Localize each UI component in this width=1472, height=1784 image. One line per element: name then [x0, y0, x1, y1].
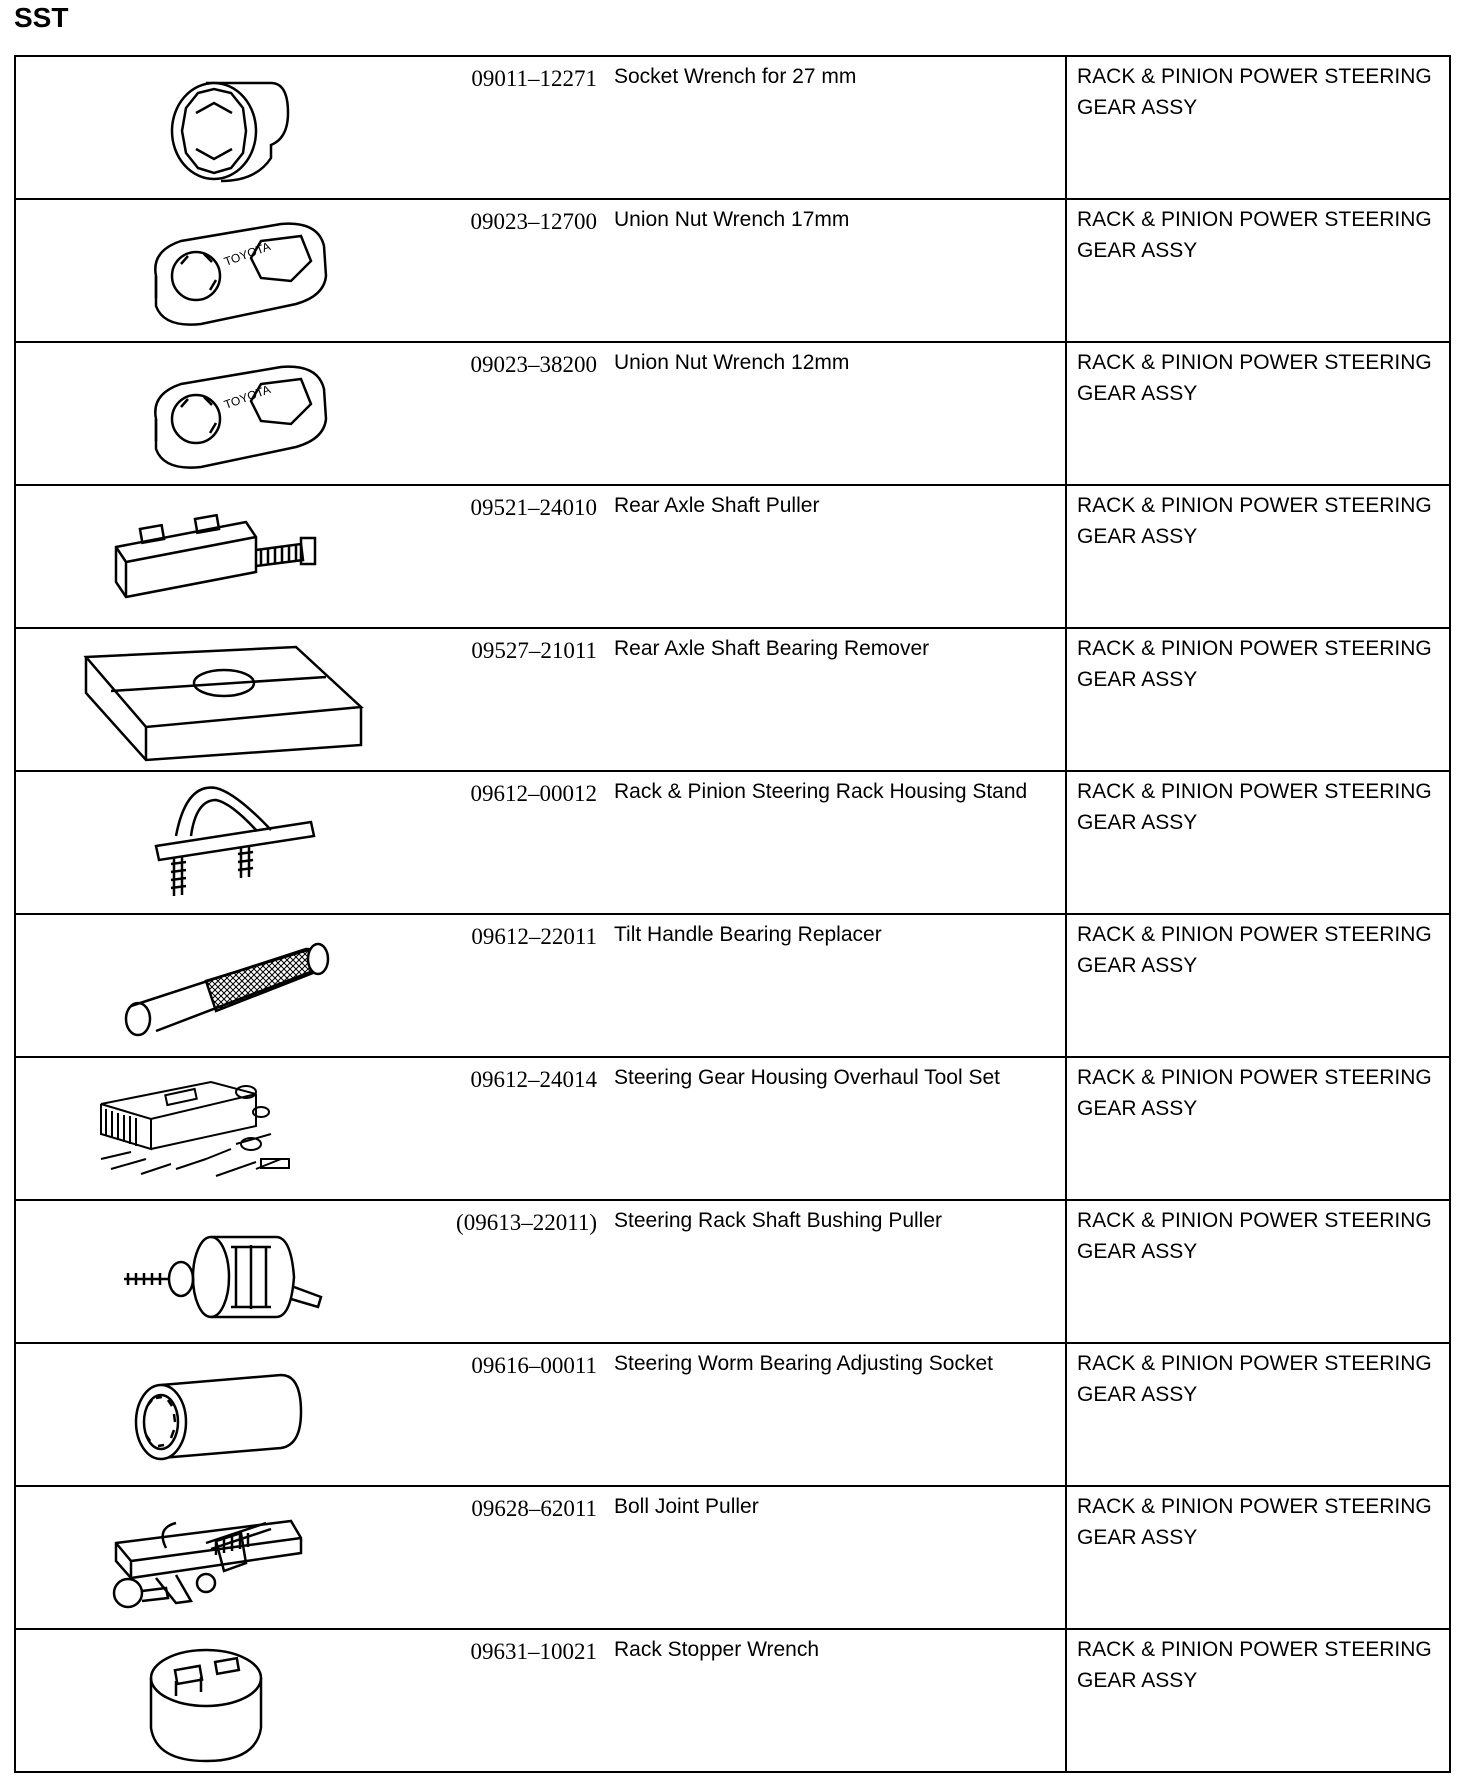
bushing-puller-icon [56, 1207, 376, 1335]
tool-cell [15, 628, 1066, 771]
tool-illustration [56, 1207, 376, 1335]
tool-name: Steering Worm Bearing Adjusting Socket [614, 1352, 993, 1375]
tool-cell [15, 342, 1066, 485]
long-socket-icon [56, 1350, 376, 1478]
shaft-puller-icon [56, 492, 376, 620]
tool-cell [15, 1629, 1066, 1772]
tool-name: Steering Rack Shaft Bushing Puller [614, 1209, 943, 1232]
knurled-tube-icon [56, 921, 376, 1049]
tool-cell [15, 1057, 1066, 1200]
tool-illustration [56, 921, 376, 1049]
tool-illustration [56, 206, 376, 334]
tool-name: Tilt Handle Bearing Replacer [614, 923, 882, 946]
tool-illustration [56, 1350, 376, 1478]
part-number: 09628–62011 [471, 1496, 597, 1521]
rack-stopper-wrench-icon [56, 1636, 376, 1764]
socket-icon [56, 63, 376, 191]
tool-illustration [56, 349, 376, 477]
tool-name: Union Nut Wrench 17mm [614, 208, 850, 231]
sst-table [14, 55, 1451, 1773]
usage-cell: RACK & PINION POWER STEERING GEAR ASSY [1066, 914, 1450, 1057]
tool-cell [15, 1343, 1066, 1486]
table-row [15, 1200, 1450, 1343]
tool-illustration [56, 1493, 376, 1621]
usage-cell: RACK & PINION POWER STEERING GEAR ASSY [1066, 1486, 1450, 1629]
union-nut-wrench-icon [56, 349, 376, 477]
table-row [15, 56, 1450, 199]
tool-illustration [56, 778, 376, 906]
part-number: 09612–00012 [470, 781, 597, 806]
ball-joint-puller-icon [56, 1493, 376, 1621]
tool-name: Rack Stopper Wrench [614, 1638, 820, 1661]
part-number: (09613–22011) [456, 1210, 597, 1235]
tool-cell [15, 485, 1066, 628]
table-row [15, 342, 1450, 485]
tool-cell [15, 56, 1066, 199]
svg-text:TOYOTA: TOYOTA [222, 382, 273, 412]
usage-cell: RACK & PINION POWER STEERING GEAR ASSY [1066, 771, 1450, 914]
part-number: 09011–12271 [471, 66, 597, 91]
housing-stand-icon [56, 778, 376, 906]
tool-cell [15, 771, 1066, 914]
table-row [15, 914, 1450, 1057]
part-number: 09631–10021 [470, 1639, 597, 1664]
table-row [15, 1629, 1450, 1772]
usage-cell: RACK & PINION POWER STEERING GEAR ASSY [1066, 56, 1450, 199]
part-number: 09521–24010 [470, 495, 597, 520]
tool-name: Union Nut Wrench 12mm [614, 351, 850, 374]
table-row [15, 628, 1450, 771]
tool-name: Socket Wrench for 27 mm [614, 65, 857, 88]
table-row [15, 1057, 1450, 1200]
part-number: 09612–22011 [471, 924, 597, 949]
table-row [15, 485, 1450, 628]
usage-cell: RACK & PINION POWER STEERING GEAR ASSY [1066, 342, 1450, 485]
tool-set-icon [56, 1064, 376, 1192]
tool-illustration [56, 63, 376, 191]
tool-name: Boll Joint Puller [614, 1495, 759, 1518]
union-nut-wrench-icon [56, 206, 376, 334]
usage-cell: RACK & PINION POWER STEERING GEAR ASSY [1066, 628, 1450, 771]
usage-cell: RACK & PINION POWER STEERING GEAR ASSY [1066, 1057, 1450, 1200]
bearing-remover-plate-icon [56, 635, 376, 763]
tool-illustration [56, 1636, 376, 1764]
part-number: 09527–21011 [471, 638, 597, 663]
tool-cell [15, 1200, 1066, 1343]
usage-cell: RACK & PINION POWER STEERING GEAR ASSY [1066, 199, 1450, 342]
tool-illustration [56, 1064, 376, 1192]
tool-name: Rear Axle Shaft Bearing Remover [614, 637, 930, 660]
tool-name: Rack & Pinion Steering Rack Housing Stand [614, 780, 1028, 803]
svg-text:TOYOTA: TOYOTA [222, 239, 273, 269]
part-number: 09612–24014 [470, 1067, 597, 1092]
tool-name: Rear Axle Shaft Puller [614, 494, 820, 517]
table-row [15, 771, 1450, 914]
tool-cell [15, 199, 1066, 342]
tool-illustration [56, 492, 376, 620]
usage-cell: RACK & PINION POWER STEERING GEAR ASSY [1066, 1343, 1450, 1486]
tool-cell [15, 914, 1066, 1057]
table-row [15, 199, 1450, 342]
table-row [15, 1486, 1450, 1629]
usage-cell: RACK & PINION POWER STEERING GEAR ASSY [1066, 485, 1450, 628]
part-number: 09023–38200 [470, 352, 597, 377]
table-row [15, 1343, 1450, 1486]
tool-cell [15, 1486, 1066, 1629]
tool-illustration [56, 635, 376, 763]
part-number: 09023–12700 [470, 209, 597, 234]
usage-cell: RACK & PINION POWER STEERING GEAR ASSY [1066, 1629, 1450, 1772]
tool-name: Steering Gear Housing Overhaul Tool Set [614, 1066, 1000, 1089]
part-number: 09616–00011 [471, 1353, 597, 1378]
page-title: SST [14, 2, 69, 33]
usage-cell: RACK & PINION POWER STEERING GEAR ASSY [1066, 1200, 1450, 1343]
